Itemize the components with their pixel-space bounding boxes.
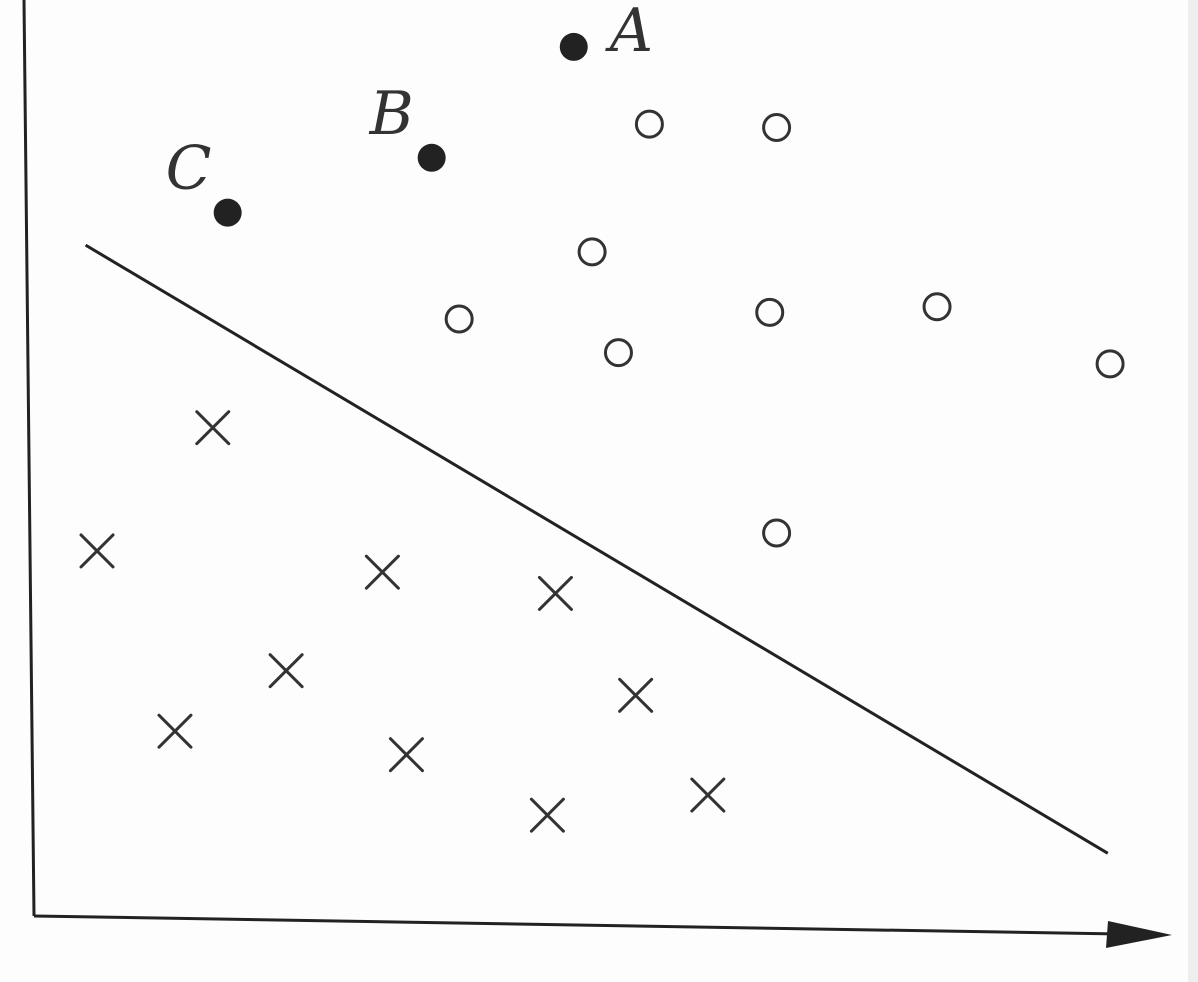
cross-point-6 [620, 679, 652, 711]
data-marks [81, 0, 1123, 831]
cross-point-7 [159, 715, 191, 747]
x-axis-arrow-head [1106, 921, 1172, 948]
circle-point-6 [757, 299, 783, 325]
cross-point-5 [270, 655, 302, 687]
cross-point-4 [539, 577, 571, 609]
circle-point-7 [924, 294, 950, 320]
point-a-dot [560, 33, 588, 61]
point-c-dot [214, 199, 242, 227]
point-b-dot [418, 144, 446, 172]
right-edge-strip [1188, 0, 1198, 982]
decision-boundary-line [86, 245, 1108, 853]
circle-point-3 [579, 239, 605, 265]
circle-point-5 [605, 340, 631, 366]
cross-point-1 [197, 412, 229, 444]
cross-point-9 [531, 799, 563, 831]
circle-point-4 [446, 306, 472, 332]
cross-point-3 [366, 556, 398, 588]
circle-point-9 [764, 520, 790, 546]
circle-point-2 [764, 115, 790, 141]
x-axis [34, 916, 1120, 934]
point-a-label: A [609, 0, 654, 66]
cross-point-2 [81, 535, 113, 567]
point-c-label: C [165, 133, 212, 204]
cross-point-8 [390, 739, 422, 771]
point-b-label: B [369, 78, 414, 149]
cross-point-10 [692, 779, 724, 811]
circle-point-1 [636, 111, 662, 137]
circle-point-8 [1097, 351, 1123, 377]
y-axis [24, 0, 34, 916]
